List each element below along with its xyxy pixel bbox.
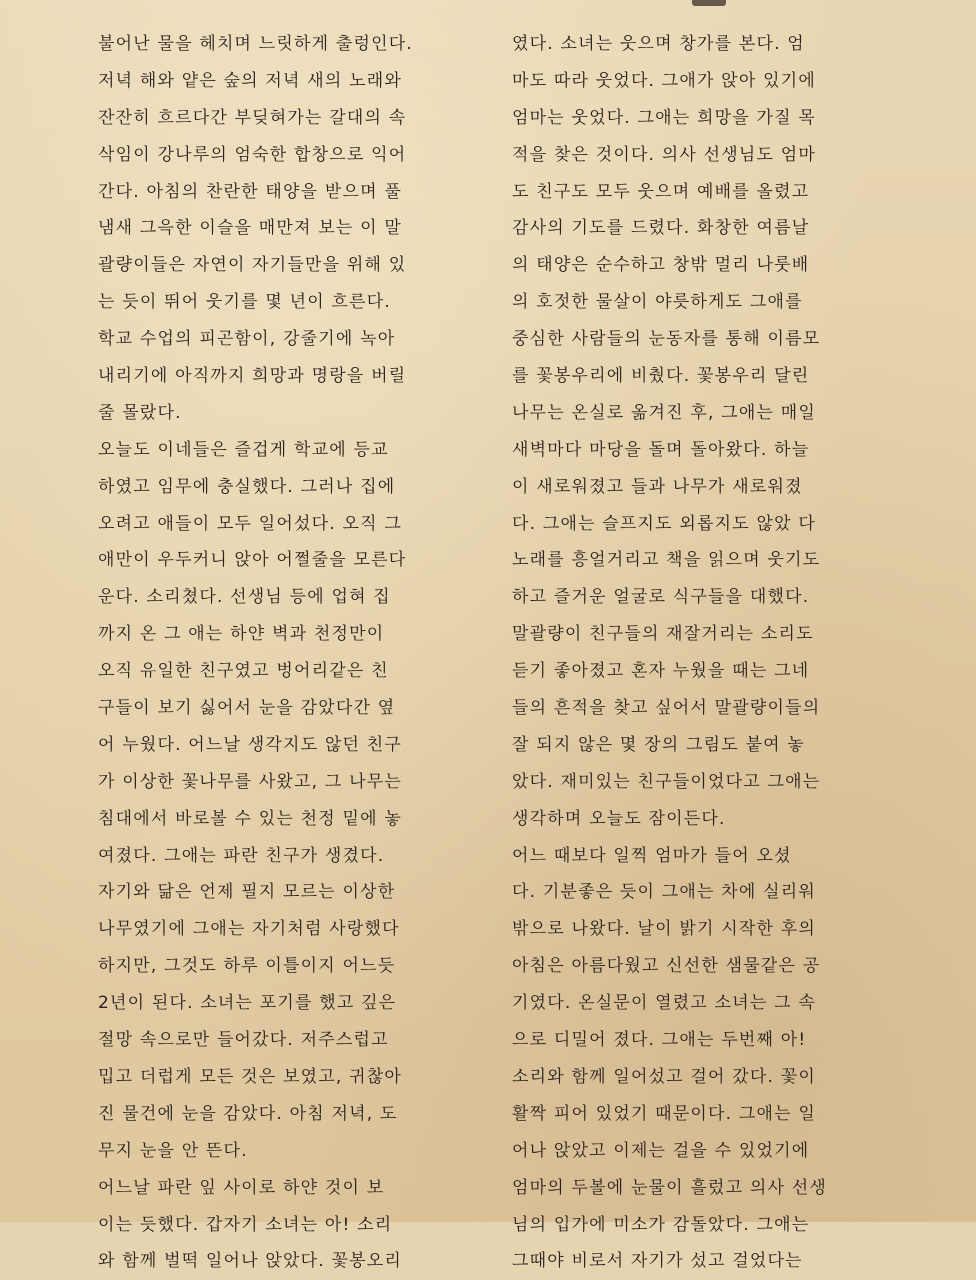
text-line: 이 새로워졌고 들과 나무가 새로워졌 xyxy=(512,476,803,497)
text-line: 였다. 소녀는 웃으며 창가를 본다. 엄 xyxy=(512,34,805,54)
text-line: 아침은 아름다웠고 신선한 샘물같은 공 xyxy=(512,956,821,977)
text-line: 말괄량이 친구들의 재잘거리는 소리도 xyxy=(512,624,814,645)
text-line: 어 누웠다. 어느날 생각지도 않던 친구 xyxy=(98,734,402,755)
text-line: 의 호젓한 물살이 야릇하게도 그애를 xyxy=(512,292,803,313)
text-line: 활짝 피어 있었기 때문이다. 그애는 일 xyxy=(512,1103,816,1124)
text-line: 잔잔히 흐르다간 부딪혀가는 갈대의 속 xyxy=(98,107,407,128)
text-line: 냄새 그윽한 이슬을 매만져 보는 이 말 xyxy=(98,218,402,239)
text-line: 절망 속으로만 들어갔다. 저주스럽고 xyxy=(98,1030,389,1051)
text-line: 적을 찾은 것이다. 의사 선생님도 엄마 xyxy=(512,144,816,165)
text-line: 2년이 된다. 소녀는 포기를 했고 깊은 xyxy=(98,993,397,1014)
text-line: 잘 되지 않은 몇 장의 그림도 붙여 놓 xyxy=(512,734,805,755)
text-line: 괄량이들은 자연이 자기들만을 위해 있 xyxy=(98,255,407,276)
text-line: 생각하며 오늘도 잠이든다. xyxy=(512,808,726,829)
text-line: 기였다. 온실문이 열렸고 소녀는 그 속 xyxy=(512,993,816,1014)
top-ink-mark xyxy=(692,0,726,6)
text-line: 저녁 해와 얕은 숲의 저녁 새의 노래와 xyxy=(98,70,402,91)
text-line: 줄 몰랐다. xyxy=(98,402,182,423)
text-line: 하지만, 그것도 하루 이틀이지 어느듯 xyxy=(98,956,396,977)
text-line: 엄마는 웃었다. 그애는 희망을 가질 목 xyxy=(512,107,816,128)
text-line: 어느 때보다 일찍 엄마가 들어 오셨 xyxy=(512,845,792,866)
text-line: 오려고 애들이 모두 일어섰다. 오직 그 xyxy=(98,513,402,534)
text-line: 오직 유일한 친구였고 벙어리같은 친 xyxy=(98,661,389,682)
text-line: 운다. 소리쳤다. 선생님 등에 업혀 집 xyxy=(98,587,391,608)
text-line: 어느날 파란 잎 사이로 하얀 것이 보 xyxy=(98,1177,385,1198)
text-line: 와 함께 벌떡 일어나 앉았다. 꽃봉오리 xyxy=(98,1251,402,1272)
text-line: 여졌다. 그애는 파란 친구가 생겼다. xyxy=(98,845,385,866)
text-line: 감사의 기도를 드렸다. 화창한 여름날 xyxy=(512,218,810,239)
text-line: 소리와 함께 일어섰고 걸어 갔다. 꽃이 xyxy=(512,1066,816,1087)
text-line: 학교 수업의 피곤함이, 강줄기에 녹아 xyxy=(98,329,396,350)
text-line: 하고 즐거운 얼굴로 식구들을 대했다. xyxy=(512,587,810,608)
text-line: 밖으로 나왔다. 날이 밝기 시작한 후의 xyxy=(512,919,816,940)
text-line: 엄마의 두볼에 눈물이 흘렀고 의사 선생 xyxy=(512,1177,827,1198)
text-line: 간다. 아침의 찬란한 태양을 받으며 풀 xyxy=(98,181,402,202)
right-text-column xyxy=(512,26,904,1280)
text-line: 나무는 온실로 옮겨진 후, 그애는 매일 xyxy=(512,402,816,423)
text-line: 삭임이 강나루의 엄숙한 합창으로 익어 xyxy=(98,144,407,165)
text-line: 도 친구도 모두 웃으며 예배를 올렸고 xyxy=(512,181,810,202)
text-line: 오늘도 이네들은 즐겁게 학교에 등교 xyxy=(98,439,389,460)
text-line: 불어난 물을 헤치며 느릿하게 출렁인다. xyxy=(98,34,413,54)
text-line: 가 이상한 꽃나무를 사왔고, 그 나무는 xyxy=(98,771,402,792)
text-line: 마도 따라 웃었다. 그애가 앉아 있기에 xyxy=(512,70,816,91)
text-line: 밉고 더럽게 모든 것은 보였고, 귀찮아 xyxy=(98,1066,402,1087)
text-line: 중심한 사람들의 눈동자를 통해 이름모 xyxy=(512,329,821,350)
text-line: 다. 기분좋은 듯이 그애는 차에 실리워 xyxy=(512,882,816,903)
text-line: 무지 눈을 안 뜬다. xyxy=(98,1140,248,1161)
text-line: 는 듯이 뛰어 웃기를 몇 년이 흐른다. xyxy=(98,292,391,313)
text-line: 하였고 임무에 충실했다. 그러나 집에 xyxy=(98,476,396,497)
text-line: 으로 디밀어 졌다. 그애는 두번째 아! xyxy=(512,1030,807,1051)
text-line: 그때야 비로서 자기가 섰고 걸었다는 xyxy=(512,1251,803,1272)
text-line: 를 꽃봉우리에 비췄다. 꽃봉우리 달린 xyxy=(512,366,810,387)
text-line: 노래를 흥얼거리고 책을 읽으며 웃기도 xyxy=(512,550,821,571)
text-line: 침대에서 바로볼 수 있는 천정 밑에 놓 xyxy=(98,808,402,829)
text-line: 새벽마다 마당을 돌며 돌아왔다. 하늘 xyxy=(512,439,810,460)
text-line: 애만이 우두커니 앉아 어쩔줄을 모른다 xyxy=(98,550,407,571)
text-line: 님의 입가에 미소가 감돌았다. 그애는 xyxy=(512,1214,810,1235)
text-line: 의 태양은 순수하고 창밖 멀리 나룻배 xyxy=(512,255,810,276)
left-text-column xyxy=(98,26,490,1280)
text-line: 까지 온 그 애는 하얀 벽과 천정만이 xyxy=(98,624,385,645)
text-line: 들의 흔적을 찾고 싶어서 말괄량이들의 xyxy=(512,698,821,719)
text-line: 진 물건에 눈을 감았다. 아침 저녁, 도 xyxy=(98,1103,398,1124)
text-line: 내리기에 아직까지 희망과 명랑을 버릴 xyxy=(98,366,407,387)
text-line: 나무였기에 그애는 자기처럼 사랑했다 xyxy=(98,919,400,940)
text-line: 어나 앉았고 이제는 걸을 수 있었기에 xyxy=(512,1140,810,1161)
text-line: 다. 그애는 슬프지도 외롭지도 않았 다 xyxy=(512,513,816,534)
text-line: 구들이 보기 싫어서 눈을 감았다간 옆 xyxy=(98,698,396,719)
text-line: 듣기 좋아졌고 혼자 누웠을 때는 그네 xyxy=(512,661,810,682)
text-line: 이는 듯했다. 갑자기 소녀는 아! 소리 xyxy=(98,1214,393,1235)
text-line: 자기와 닮은 언제 필지 모르는 이상한 xyxy=(98,882,396,903)
text-line: 았다. 재미있는 친구들이었다고 그애는 xyxy=(512,771,821,792)
